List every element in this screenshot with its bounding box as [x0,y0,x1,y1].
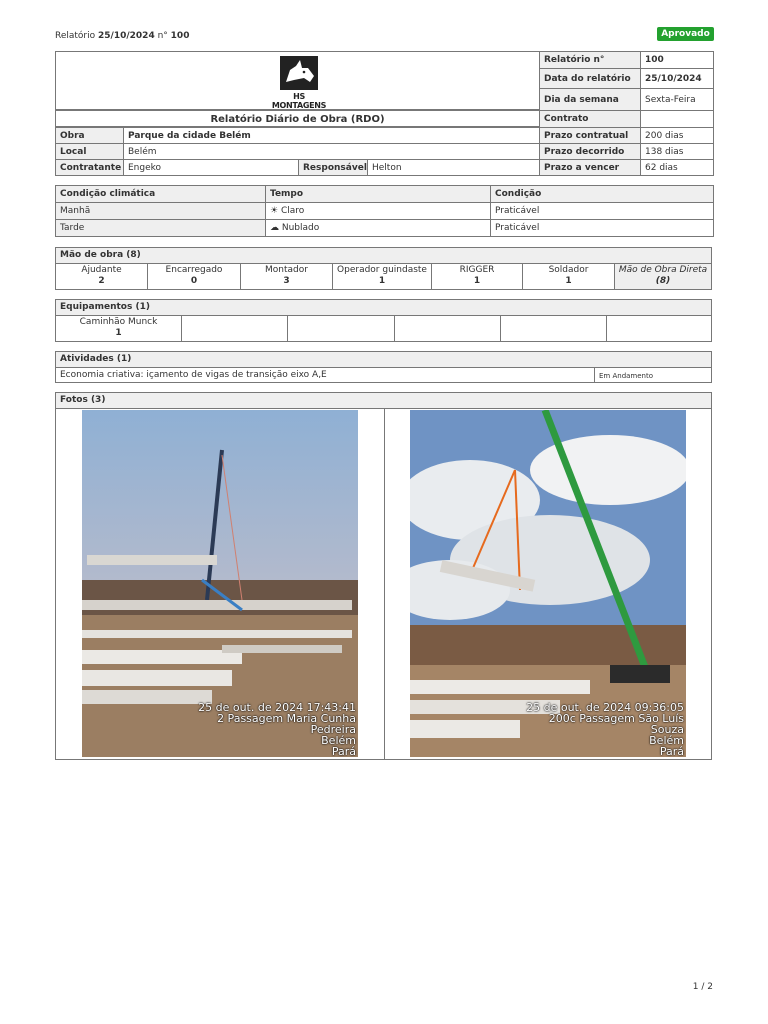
info-row-number: Relatório n° 100 [540,52,714,69]
activity-row [56,368,711,383]
photo-divider [384,409,385,759]
equipment-empty-cell [395,316,501,341]
equipment-empty-cell [607,316,711,341]
weather-row-morning: Manhã ☀ Claro Praticável [56,203,714,220]
weather-header-row: Condição climática Tempo Condição [56,186,714,203]
info-row-weekday: Dia da semana Sexta-Feira [540,89,714,111]
cloud-icon: ☁ [270,223,279,233]
info-row-contract: Contrato [540,111,714,128]
info-row-elapsed: Prazo decorrido 138 dias [540,144,714,160]
photo-1-stamp: 25 de out. de 2024 17:43:41 2 Passagem Maria Cunha Pedreira Belém Pará [198,701,356,757]
activities-section [55,351,712,383]
responsavel-value: Helton [368,160,540,176]
logo-brand: HS MONTAGENS [271,92,327,110]
status-badge: Aprovado [657,27,714,41]
report-heading: Relatório 25/10/2024 n° 100 [55,31,190,41]
labor-item-total: Mão de Obra Direta (8) [615,264,711,289]
info-row-remaining: Prazo a vencer 62 dias [540,160,714,176]
detail-row-local: Local Belém [56,144,540,160]
labor-section [55,247,712,290]
report-info-table [539,51,714,176]
local-value: Belém [124,144,540,160]
labor-item: Operador guindaste 1 [333,264,432,289]
activities-title: Atividades (1) [56,352,711,368]
info-row-date: Data do relatório 25/10/2024 [540,69,714,89]
report-info-block [55,51,713,176]
equipment-title: Equipamentos (1) [56,300,711,316]
detail-row-obra: Obra Parque da cidade Belém [56,128,540,144]
report-number: 100 [170,31,190,41]
obra-value: Parque da cidade Belém [124,128,540,144]
labor-item: RIGGER 1 [432,264,523,289]
labor-item: Ajudante 2 [56,264,148,289]
weather-table [55,185,714,237]
rhino-logo-icon [280,56,318,90]
equipment-empty-cell [288,316,395,341]
activity-description: Economia criativa: içamento de vigas de transição eixo A,E [56,368,595,383]
photo-2-stamp: 25 de out. de 2024 09:36:05 200c Passagem São Luís Souza Belém Pará [526,701,684,757]
logo [268,56,330,108]
contratante-value: Engeko [124,160,299,176]
equipment-empty-cell [182,316,288,341]
labor-title: Mão de obra (8) [56,248,711,264]
page-number: 1 / 2 [692,982,713,992]
detail-row-contratante: Contratante Engeko Responsável Helton [56,160,540,176]
equipment-section [55,299,712,342]
equipment-empty-cell [501,316,607,341]
equipment-item: Caminhão Munck 1 [56,316,182,341]
equipment-cells [56,316,711,341]
sun-icon: ☀ [270,206,279,216]
project-details-table [55,127,540,176]
activity-status: Em Andamento [599,372,654,380]
weather-row-afternoon: Tarde ☁ Nublado Praticável [56,220,714,237]
labor-item: Montador 3 [241,264,333,289]
photos-title: Fotos (3) [56,393,711,409]
report-date: 25/10/2024 [98,31,155,41]
info-row-contract-term: Prazo contratual 200 dias [540,128,714,144]
site-photo-2[interactable] [410,410,686,757]
site-photo-1[interactable] [82,410,358,757]
report-title: Relatório Diário de Obra (RDO) [55,110,539,127]
labor-item: Encarregado 0 [148,264,241,289]
labor-cells [56,264,711,289]
labor-item: Soldador 1 [523,264,615,289]
logo-area [55,51,539,110]
